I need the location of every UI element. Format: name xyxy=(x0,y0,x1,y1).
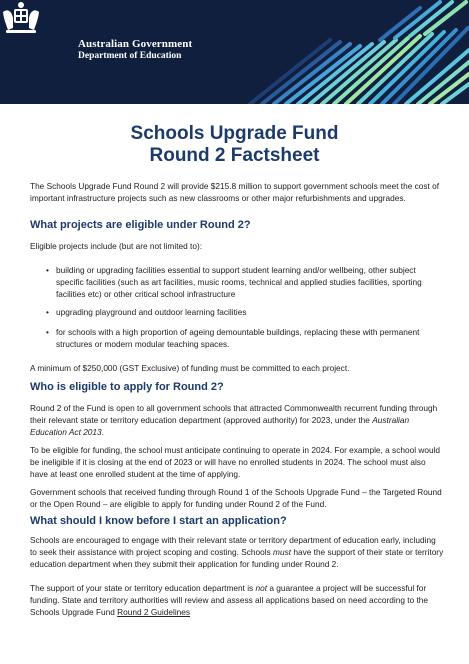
bullet-marker: • xyxy=(46,327,49,337)
section-heading-before-applying: What should I know before I start an application? xyxy=(30,515,287,527)
before-applying-paragraph-1: Schools are encouraged to engage with their relevant state or territory department of education early, including to seek their assistance with project scoping and costing. Schools must have the support of their state or territory education department when they submit their application for funding under Round 2. xyxy=(30,535,444,570)
intro-paragraph: The Schools Upgrade Fund Round 2 will provide $215.8 million to support government schools meet the cost of important infrastructure projects such as new classrooms or other major refurbishments and upgrades. xyxy=(30,181,440,204)
bullet-item: upgrading playground and outdoor learning facilities xyxy=(56,307,247,317)
bullet-marker: • xyxy=(46,307,49,317)
minimum-funding-text: A minimum of $250,000 (GST Exclusive) of funding must be committed to each project. xyxy=(30,363,350,373)
decorative-stripes xyxy=(0,0,469,104)
bullet-item: for schools with a high proportion of ageing demountable buildings, replacing these with permanent structures or modern modular teaching spaces. xyxy=(56,327,420,350)
section-heading-projects: What projects are eligible under Round 2? xyxy=(30,219,251,231)
eligibility-paragraph-2: To be eligible for funding, the school must anticipate continuing to operate in 2024. For example, a school would be ineligible if it is closing at the end of 2023 or will have no enrolled students in 2024. The school must also have at least one enrolled student at the time of applying. xyxy=(30,445,441,480)
bullet-marker: • xyxy=(46,265,49,275)
bullet-item: building or upgrading facilities essential to support student learning and/or wellbeing, other subject specific facilities (such as art facilities, music rooms, technical and applied studies facilities, sporting facilities etc) or other critical school infrastructure xyxy=(56,265,422,300)
government-name: Australian Government xyxy=(78,38,193,50)
page-title: Schools Upgrade Fund xyxy=(130,123,339,144)
section-heading-eligibility: Who is eligible to apply for Round 2? xyxy=(30,381,224,393)
eligibility-paragraph-3: Government schools that received funding through Round 1 of the Schools Upgrade Fund – the Targeted Round or the Open Round – are eligible to apply for funding under Round 2 of the Fund. xyxy=(30,487,442,510)
header-banner xyxy=(0,0,469,104)
act-name: Australian Education Act 2013 xyxy=(30,415,410,438)
round-2-guidelines-link[interactable]: Round 2 Guidelines xyxy=(117,607,191,618)
before-applying-paragraph-2: The support of your state or territory education department is not a guarantee a project will be successful for funding. State and territory authorities will review and assess all applications based on need according to the Schools Upgrade Fund Round 2 Guidelines xyxy=(30,583,429,618)
eligible-lead: Eligible projects include (but are not limited to): xyxy=(30,241,203,251)
department-name: Department of Education xyxy=(78,51,182,61)
eligibility-paragraph-1: Round 2 of the Fund is open to all government schools that attracted Commonwealth recurrent funding through their relevant state or territory education department (approved authority) for 2023, under the Australian Education Act 2013. xyxy=(30,403,438,438)
coat-of-arms-icon xyxy=(0,0,42,36)
page-subtitle: Round 2 Factsheet xyxy=(149,145,320,166)
